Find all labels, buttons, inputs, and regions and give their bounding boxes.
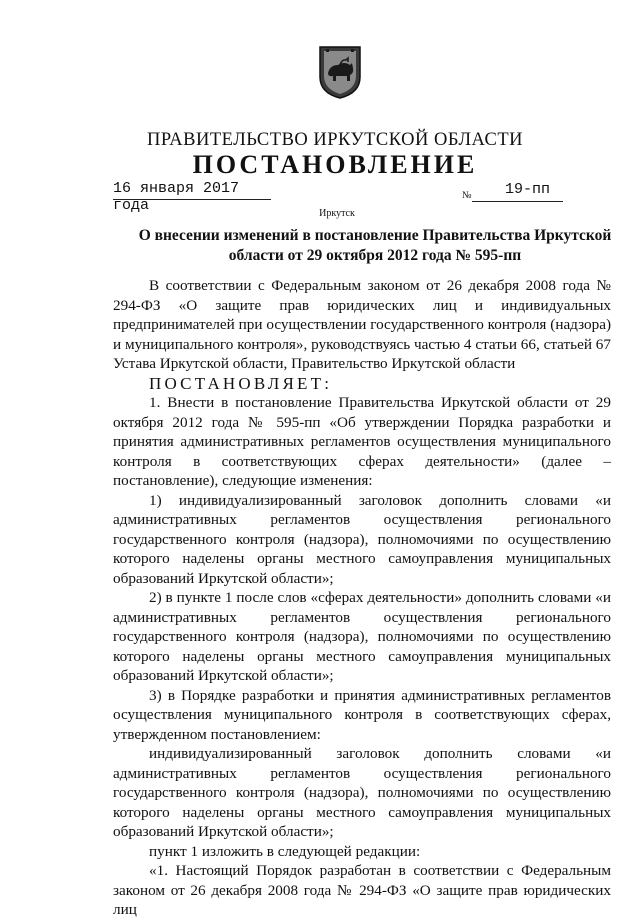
- number-sign: №: [462, 190, 472, 201]
- decree-word: ПОСТАНОВЛЯЕТ:: [149, 373, 333, 393]
- organization-name: ПРАВИТЕЛЬСТВО ИРКУТСКОЙ ОБЛАСТИ: [147, 130, 523, 150]
- coat-of-arms-icon: [318, 43, 362, 99]
- document-body: [113, 276, 611, 920]
- subitem-2: 2) в пункте 1 после слов «сферах деятельности» дополнить словами «и административных регламентов осуществления регионального государственного контроля (надзора), полномочиями по осуществлению которого наделены органы местного самоуправления муниципальных образований Иркутской области»;: [113, 589, 611, 684]
- document-number: 19-пп: [505, 181, 551, 198]
- subitem-3c: «1. Настоящий Порядок разработан в соответствии с Федеральным законом от 26 декабря 2008 года № 294-ФЗ «О защите прав юридических лиц: [113, 862, 611, 918]
- date-underline: [113, 199, 271, 200]
- subitem-3a: индивидуализированный заголовок дополнить словами «и административных регламентов осуществления регионального государственного контроля (надзора), полномочиями по осуществлению которого наделены органы местного самоуправления муниципальных образований Иркутской области»;: [113, 745, 611, 840]
- preamble: В соответствии с Федеральным законом от 26 декабря 2008 года № 294-ФЗ «О защите прав юридических лиц и индивидуальных предпринимателей при осуществлении государственного контроля (надзора) и муниципального контроля», руководствуясь частью 4 статьи 66, статьей 67 Устава Иркутской области, Правительство Иркутской области: [113, 277, 611, 372]
- subitem-3b: пункт 1 изложить в следующей редакции:: [149, 842, 421, 860]
- document-type: ПОСТАНОВЛЕНИЕ: [192, 150, 478, 179]
- number-underline: [472, 201, 563, 202]
- item-1: 1. Внести в постановление Правительства Иркутской области от 29 октября 2012 года № 595-пп «Об утверждении Порядка разработки и принятия административных регламентов осуществления муниципального контроля в соответствующих сферах деятельности» (далее – постановление), следующие изменения:: [113, 394, 611, 489]
- document-title: О внесении изменений в постановление Правительства Иркутской области от 29 октября 2012 года № 595-пп: [138, 227, 612, 264]
- subitem-3: 3) в Порядке разработки и принятия административных регламентов осуществления муниципального контроля в соответствующих сферах, утвержденном постановлением:: [113, 686, 611, 743]
- document-date: 16 января 2017 года: [113, 180, 240, 214]
- subitem-1: 1) индивидуализированный заголовок дополнить словами «и административных регламентов осуществления регионального государственного контроля (надзора), полномочиями по осуществлению которого наделены органы местного самоуправления муниципальных образований Иркутской области»;: [113, 491, 611, 587]
- city: Иркутск: [319, 208, 355, 219]
